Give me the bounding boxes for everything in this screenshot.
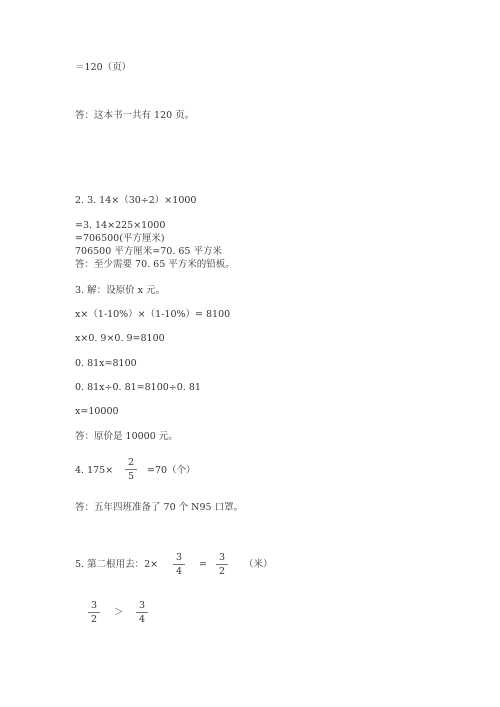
line-result-pages: ＝120（页） — [75, 62, 132, 73]
compare-fraction-2-numerator: 3 — [138, 600, 146, 611]
line-q3-equation: x×（1-10%）×（1-10%）= 8100 — [75, 309, 231, 320]
q4-prefix: 4. 175× — [75, 465, 114, 476]
compare-fraction-2-denominator: 4 — [138, 614, 146, 625]
q5-equals: = — [199, 559, 207, 570]
line-q2-expression: 2. 3. 14×（30÷2）×1000 — [75, 195, 197, 206]
line-q2-step1: =3. 14×225×1000 — [75, 220, 166, 231]
q5-fraction-2-denominator: 2 — [218, 566, 226, 577]
line-q3-setup: 3. 解：设原价 x 元。 — [75, 285, 165, 296]
q4-suffix: =70（个） — [147, 465, 196, 476]
q5-fraction-1-numerator: 3 — [175, 552, 183, 563]
line-answer-1: 答：这本书一共有 120 页。 — [75, 110, 195, 121]
compare-fraction-1-denominator: 2 — [90, 614, 98, 625]
compare-fraction-1-numerator: 3 — [90, 600, 98, 611]
compare-fraction-2 — [135, 600, 149, 625]
q4-fraction-denominator: 5 — [127, 471, 135, 482]
line-q3-step3: 0. 81x÷0. 81=8100÷0. 81 — [75, 382, 201, 393]
compare-fraction-1 — [87, 600, 101, 625]
greater-than-symbol: ＞ — [114, 607, 124, 618]
q5-prefix: 5. 第二根用去：2× — [75, 559, 159, 570]
q4-fraction-numerator: 2 — [127, 457, 135, 468]
line-q3-step2: 0. 81x=8100 — [75, 358, 137, 369]
fraction-bar — [216, 564, 228, 565]
line-answer-2: 答：至少需要 70. 65 平方米的铅板。 — [75, 259, 235, 270]
fraction-bar — [136, 612, 148, 613]
line-q3-step1: x×0. 9×0. 9=8100 — [75, 333, 165, 344]
fraction-bar — [173, 564, 185, 565]
fraction-bar — [88, 612, 100, 613]
line-answer-3: 答：原价是 10000 元。 — [75, 431, 178, 442]
q4-fraction — [124, 457, 138, 482]
line-q2-conversion: 706500 平方厘米=70. 65 平方米 — [75, 246, 222, 257]
line-q3-solution: x=10000 — [75, 406, 119, 417]
q5-suffix: （米） — [244, 559, 273, 570]
q5-fraction-1-denominator: 4 — [175, 566, 183, 577]
line-q2-step2: =706500(平方厘米) — [75, 233, 165, 244]
q5-fraction-2 — [215, 552, 229, 577]
q5-fraction-1 — [172, 552, 186, 577]
q5-fraction-2-numerator: 3 — [218, 552, 226, 563]
line-answer-4: 答：五年四班准备了 70 个 N95 口罩。 — [75, 502, 244, 513]
fraction-bar — [125, 469, 137, 470]
